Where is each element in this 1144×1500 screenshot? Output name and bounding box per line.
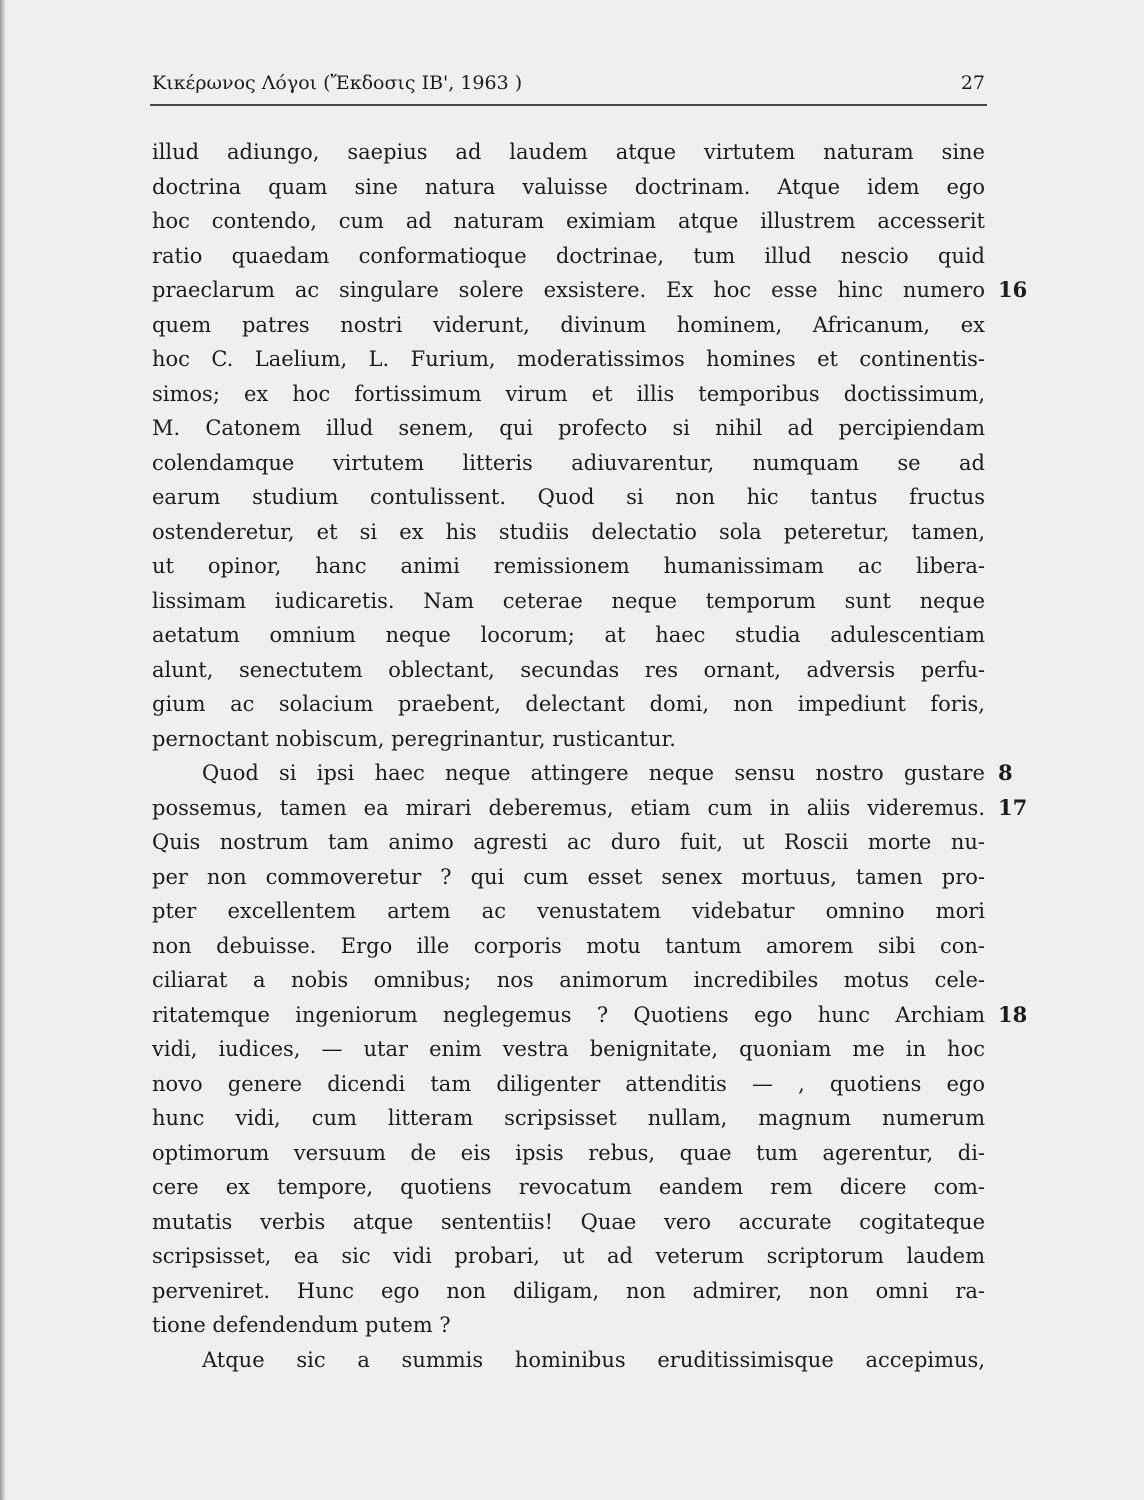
text-line: ratio quaedam conformatioque doctrinae, tum illud nescio quid bbox=[152, 243, 985, 268]
text-line: lissimam iudicaretis. Nam ceterae neque temporum sunt neque bbox=[152, 588, 985, 613]
text-line: aetatum omnium neque locorum; at haec studia adulescentiam bbox=[152, 623, 985, 647]
text-line: optimorum versuum de eis ipsis rebus, quae tum agerentur, di- bbox=[152, 1140, 985, 1165]
text-line: gium ac solacium praebent, delectant domi, non impediunt foris, bbox=[152, 692, 985, 716]
header-rule bbox=[150, 104, 987, 106]
section-number: 16 bbox=[998, 277, 1028, 302]
text-line: earum studium contulissent. Quod si non hic tantus fructus bbox=[152, 485, 985, 509]
section-number: 17 bbox=[998, 794, 1028, 820]
text-line: Atque sic a summis hominibus eruditissimisque accepimus, bbox=[202, 1347, 985, 1372]
text-line: ciliarat a nobis omnibus; nos animorum incredibiles motus cele- bbox=[152, 968, 985, 992]
text-line: per non commoveretur ? qui cum esset senex mortuus, tamen pro- bbox=[152, 864, 985, 889]
text-line: hoc contendo, cum ad naturam eximiam atque illustrem accesserit bbox=[152, 209, 985, 233]
text-line: perveniret. Hunc ego non diligam, non admirer, non omni ra- bbox=[152, 1278, 985, 1303]
section-number: 8 bbox=[998, 760, 1013, 785]
page-number: 27 bbox=[960, 72, 985, 94]
text-line: hoc C. Laelium, L. Furium, moderatissimos homines et continentis- bbox=[152, 347, 985, 371]
text-line: novo genere dicendi tam diligenter attenditis — , quotiens ego bbox=[152, 1071, 985, 1096]
text-line: ostenderetur, et si ex his studiis delectatio sola peteretur, tamen, bbox=[152, 519, 985, 544]
text-line: non debuisse. Ergo ille corporis motu tantum amorem sibi con- bbox=[152, 933, 985, 958]
text-line: ut opinor, hanc animi remissionem humanissimam ac libera- bbox=[152, 554, 985, 578]
text-line: hunc vidi, cum litteram scripsisset nullam, magnum numerum bbox=[152, 1106, 985, 1130]
text-line: Quod si ipsi haec neque attingere neque sensu nostro gustare bbox=[202, 761, 985, 785]
text-line: pernoctant nobiscum, peregrinantur, rusticantur. bbox=[152, 726, 676, 751]
running-header bbox=[152, 72, 985, 102]
text-line: vidi, iudices, — utar enim vestra benignitate, quoniam me in hoc bbox=[152, 1037, 985, 1061]
page-edge-shadow bbox=[0, 0, 6, 1500]
text-line: quem patres nostri viderunt, divinum hominem, Africanum, ex bbox=[152, 312, 985, 337]
header-title: Κικέρωνος Λόγοι (Ἔκδοσις ΙΒ', 1963 ) bbox=[152, 72, 523, 94]
text-line: mutatis verbis atque sententiis! Quae vero accurate cogitateque bbox=[152, 1209, 985, 1234]
text-line: pter excellentem artem ac venustatem videbatur omnino mori bbox=[152, 899, 985, 923]
text-line: ritatemque ingeniorum neglegemus ? Quotiens ego hunc Archiam bbox=[152, 1002, 985, 1027]
text-line: cere ex tempore, quotiens revocatum eandem rem dicere com- bbox=[152, 1175, 985, 1199]
text-line: M. Catonem illud senem, qui profecto si nihil ad percipiendam bbox=[152, 416, 985, 440]
text-line: praeclarum ac singulare solere exsistere. Ex hoc esse hinc numero bbox=[152, 278, 985, 302]
text-line: doctrina quam sine natura valuisse doctrinam. Atque idem ego bbox=[152, 174, 985, 199]
text-line: Quis nostrum tam animo agresti ac duro fuit, ut Roscii morte nu- bbox=[152, 830, 985, 854]
text-line: illud adiungo, saepius ad laudem atque virtutem naturam sine bbox=[152, 140, 985, 164]
text-line: alunt, senectutem oblectant, secundas res ornant, adversis perfu- bbox=[152, 657, 985, 682]
text-line: possemus, tamen ea mirari deberemus, etiam cum in aliis videremus. bbox=[152, 795, 985, 820]
section-number: 18 bbox=[998, 1001, 1028, 1027]
text-line: simos; ex hoc fortissimum virum et illis temporibus doctissimum, bbox=[152, 381, 985, 406]
text-line: tione defendendum putem ? bbox=[152, 1313, 451, 1337]
text-line: colendamque virtutem litteris adiuvarentur, numquam se ad bbox=[152, 450, 985, 475]
text-line: scripsisset, ea sic vidi probari, ut ad veterum scriptorum laudem bbox=[152, 1244, 985, 1268]
